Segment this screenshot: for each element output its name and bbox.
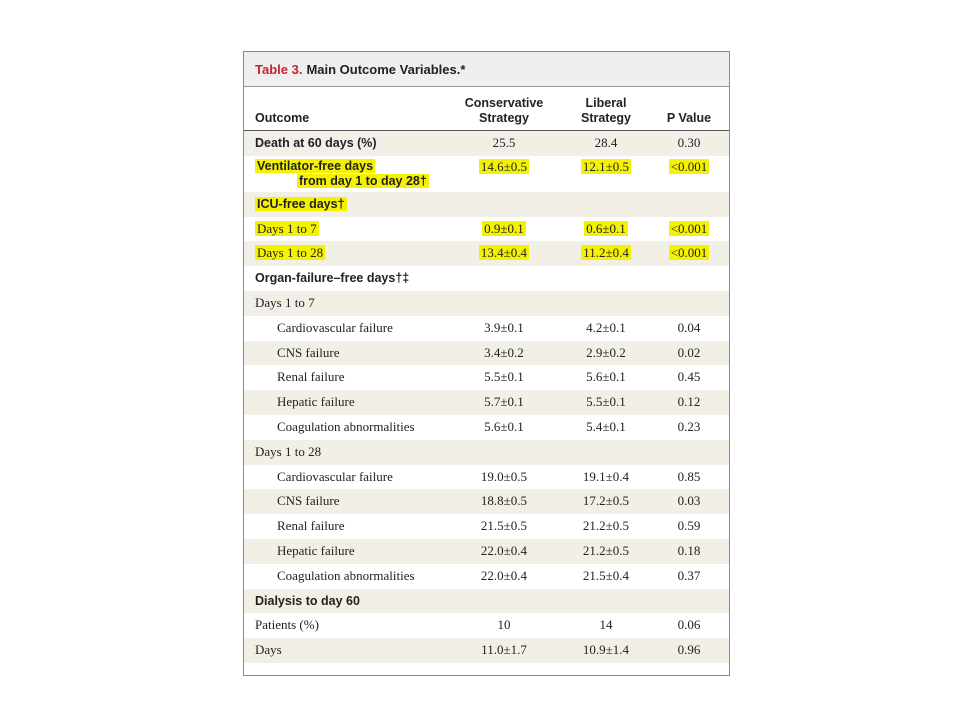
row-label: Hepatic failure xyxy=(277,542,355,558)
p-value: 0.02 xyxy=(677,344,701,360)
table-row xyxy=(244,613,729,638)
conservative-value: 22.0±0.4 xyxy=(480,567,528,583)
subsection-label: Days 1 to 28 xyxy=(255,443,322,459)
liberal-value: 0.6±0.1 xyxy=(586,220,626,236)
table-row xyxy=(244,514,729,539)
section-label: ICU-free days† xyxy=(257,196,345,211)
header-p-value: P Value xyxy=(666,111,712,125)
liberal-value: 28.4 xyxy=(594,135,618,150)
section-label: Dialysis to day 60 xyxy=(255,593,360,608)
table-title-bar xyxy=(244,52,729,87)
table-row xyxy=(244,539,729,564)
liberal-value: 2.9±0.2 xyxy=(586,344,626,360)
header-conservative xyxy=(449,96,559,126)
liberal-value: 11.2±0.4 xyxy=(583,245,629,261)
conservative-value: 11.0±1.7 xyxy=(481,642,527,658)
row-label: Cardiovascular failure xyxy=(277,319,393,335)
p-value: 0.23 xyxy=(677,418,701,434)
p-value: <0.001 xyxy=(670,158,708,174)
row-label xyxy=(255,159,429,189)
liberal-value: 5.6±0.1 xyxy=(586,369,626,385)
table-row xyxy=(244,266,729,291)
conservative-value: 5.6±0.1 xyxy=(484,418,524,434)
conservative-value: 5.5±0.1 xyxy=(484,369,524,385)
row-label: Coagulation abnormalities xyxy=(277,567,415,583)
liberal-value: 5.4±0.1 xyxy=(586,418,626,434)
table-row xyxy=(244,415,729,440)
conservative-value: 14.6±0.5 xyxy=(480,158,528,174)
p-value: 0.45 xyxy=(677,369,701,385)
row-label: Renal failure xyxy=(277,518,345,534)
p-value: 0.18 xyxy=(677,542,701,558)
liberal-value: 21.2±0.5 xyxy=(582,542,630,558)
table-title: Main Outcome Variables.* xyxy=(306,61,466,77)
conservative-value: 13.4±0.4 xyxy=(480,245,528,261)
p-value: 0.06 xyxy=(677,617,701,633)
liberal-value: 12.1±0.5 xyxy=(582,158,630,174)
p-value: 0.03 xyxy=(677,493,701,509)
table-row xyxy=(244,192,729,217)
row-label: Coagulation abnormalities xyxy=(277,418,415,434)
row-label: Hepatic failure xyxy=(277,394,355,410)
liberal-value: 19.1±0.4 xyxy=(582,468,630,484)
liberal-value: 21.5±0.4 xyxy=(582,567,630,583)
row-label: CNS failure xyxy=(277,493,340,509)
liberal-value: 4.2±0.1 xyxy=(586,319,626,335)
row-label: Patients (%) xyxy=(255,617,319,633)
table-row xyxy=(244,589,729,614)
row-label: Days xyxy=(255,642,282,658)
table-row xyxy=(244,465,729,490)
table-row xyxy=(244,489,729,514)
table-row xyxy=(244,390,729,415)
header-liberal-line2: Strategy xyxy=(580,111,632,125)
header-outcome: Outcome xyxy=(255,111,310,125)
conservative-value: 19.0±0.5 xyxy=(480,468,528,484)
p-value: 0.59 xyxy=(677,518,701,534)
row-label: Death at 60 days (%) xyxy=(255,136,377,150)
liberal-value: 21.2±0.5 xyxy=(582,518,630,534)
row-label-line1: Ventilator-free days xyxy=(257,158,374,173)
table-number: Table 3. xyxy=(255,61,303,77)
row-label: Days 1 to 28 xyxy=(257,245,324,261)
conservative-value: 3.4±0.2 xyxy=(484,344,524,360)
subsection-label: Days 1 to 7 xyxy=(255,294,315,310)
row-label-line2: from day 1 to day 28† xyxy=(299,173,427,188)
table-row xyxy=(244,365,729,390)
table-row xyxy=(244,156,729,192)
table-row xyxy=(244,241,729,266)
liberal-value: 10.9±1.4 xyxy=(582,642,630,658)
conservative-value: 21.5±0.5 xyxy=(480,518,528,534)
table-row xyxy=(244,291,729,316)
liberal-value: 5.5±0.1 xyxy=(586,394,626,410)
conservative-value: 18.8±0.5 xyxy=(480,493,528,509)
p-value: <0.001 xyxy=(670,220,708,236)
header-liberal xyxy=(556,96,656,126)
header-conservative-line2: Strategy xyxy=(478,111,530,125)
p-value: 0.85 xyxy=(677,468,701,484)
p-value: 0.04 xyxy=(677,319,701,335)
p-value: <0.001 xyxy=(670,245,708,261)
conservative-value: 3.9±0.1 xyxy=(484,319,524,335)
conservative-value: 10 xyxy=(497,617,511,633)
p-value: 0.30 xyxy=(677,135,701,150)
section-label: Organ-failure–free days†‡ xyxy=(255,271,410,286)
table-row xyxy=(244,131,729,156)
table-row xyxy=(244,217,729,242)
conservative-value: 0.9±0.1 xyxy=(484,220,524,236)
liberal-value: 14 xyxy=(599,617,613,633)
row-label: Renal failure xyxy=(277,369,345,385)
table-row xyxy=(244,638,729,663)
p-value: 0.37 xyxy=(677,567,701,583)
row-label: Cardiovascular failure xyxy=(277,468,393,484)
table-header-row xyxy=(244,87,729,131)
conservative-value: 22.0±0.4 xyxy=(480,542,528,558)
header-conservative-line1: Conservative xyxy=(464,96,544,110)
table-row xyxy=(244,440,729,465)
p-value: 0.12 xyxy=(677,394,701,410)
header-liberal-line1: Liberal xyxy=(585,96,627,110)
table-row xyxy=(244,316,729,341)
p-value: 0.96 xyxy=(677,642,701,658)
table-row xyxy=(244,341,729,366)
outcome-table xyxy=(243,51,730,676)
conservative-value: 5.7±0.1 xyxy=(484,394,524,410)
conservative-value: 25.5 xyxy=(492,135,516,150)
row-label: CNS failure xyxy=(277,344,340,360)
liberal-value: 17.2±0.5 xyxy=(582,493,630,509)
row-label: Days 1 to 7 xyxy=(257,220,317,236)
table-row xyxy=(244,564,729,589)
